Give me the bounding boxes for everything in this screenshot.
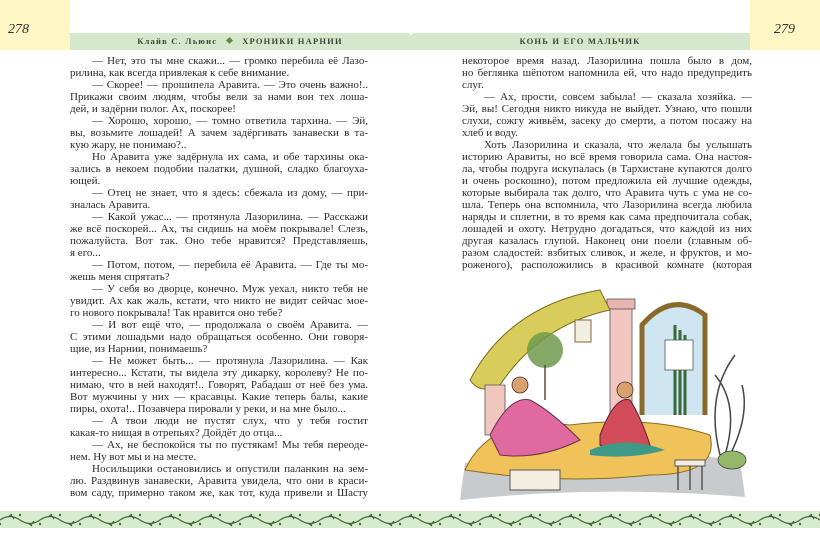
decorative-vine-border xyxy=(0,511,820,528)
text-line: рилина, как всегда привлекая к себе внимание. xyxy=(70,67,290,79)
text-line: вы, возьмите лошадей! А зачем задёргивать занавески в та- xyxy=(70,127,368,139)
text-line: которые выбирала так долго, что Аравита чуть с ума не со- xyxy=(462,187,752,199)
text-line: — Ах, прости, совсем забыла! — сказала хозяйка. — xyxy=(484,91,752,103)
text-line: нимаю, что в ней находят!.. Говорят, Рабадаш от неё без ума. xyxy=(70,379,368,391)
hanging-lantern xyxy=(575,320,591,342)
text-line: Эй, вы! Сегодня никто никуда не выйдет. Узнаю, что пошли xyxy=(462,103,752,115)
plant-pot xyxy=(718,451,746,469)
text-line: Но Аравита уже задёрнула их сама, и обе тархины ока- xyxy=(92,151,368,163)
text-line: кую жару, не понимаю?.. xyxy=(70,139,187,151)
running-head-author: Клайв С. Льюис xyxy=(137,36,218,46)
text-line: — У себя во дворце, конечно. Муж уехал, никто тебя не xyxy=(92,283,368,295)
text-line: Хоть Лазорилина и сказала, что желала бы услышать xyxy=(484,139,752,151)
text-line: Прикажи своим людям, чтобы вели за нами вон тех лоша- xyxy=(70,91,368,103)
text-line: — Нет, это ты мне скажи... — громко перебила её Лазо- xyxy=(92,55,368,67)
text-line: роженого), расположились в красивой комнате (которая xyxy=(462,259,752,271)
text-line: увидит. Ах как жаль, кстати, что никто не видит сейчас мое- xyxy=(70,295,368,307)
tree xyxy=(527,332,563,368)
text-line: какая-то нищая в отрепьях? Дойдёт до отца... xyxy=(70,427,283,439)
text-line: зались в некоем подобии палатки, душной, сладко благоуха- xyxy=(70,163,368,175)
text-line: лю. Раздвинув занавески, Аравита увидела, что они в краси- xyxy=(70,475,368,487)
text-line: вом саду, примерно таком же, как тот, куда привели и Шасту xyxy=(70,487,368,499)
text-line: — Не может быть... — протянула Лазорилина. — Как xyxy=(92,355,368,367)
left-page-number: 278 xyxy=(8,22,29,37)
text-line: — И вот ещё что, — продолжала о своём Аравита. — xyxy=(92,319,368,331)
text-line: но беглянка шёпотом напомнила ей, что надо предупредить xyxy=(462,67,752,79)
right-page-number-box xyxy=(750,0,820,50)
text-line: — Какой ужас... — протянула Лазорилина. — Расскажи xyxy=(92,211,368,223)
text-line: дей, и задёрни полог. Ах, поскорее! xyxy=(70,103,236,115)
text-line: — Потом, потом, — перебила её Аравита. — Где ты мо- xyxy=(92,259,368,271)
text-line: и очень роскошно), потом предложила ей лучшие одежды, xyxy=(462,175,752,187)
text-line: историю Аравиты, но всё время говорила сама. Она настоя- xyxy=(462,151,752,163)
text-line: — А твои люди не пустят слух, что у тебя гостит xyxy=(92,415,368,427)
text-line: интересно... Кстати, ты видела эту дикарку, королеву? Не по- xyxy=(70,367,368,379)
text-line: Вот мужчины у них — красавцы. Какие теперь балы, какие xyxy=(70,391,368,403)
text-line: пожалуйста. Вот так. Оно тебе нравится? Представляешь, xyxy=(70,235,368,247)
text-line: жешь меня спрятать? xyxy=(70,271,170,283)
left-page-number-box xyxy=(0,0,70,50)
text-line: шла. Теперь она вспомнила, что Лазорилина всегда любила xyxy=(462,199,752,211)
text-line: Носильщики остановились и опустили паланкин на зем- xyxy=(92,463,368,475)
text-line: я его... xyxy=(70,247,101,259)
text-line: некоторое время назад. Лазорилина пошла было в дом, xyxy=(462,55,752,67)
right-running-head xyxy=(410,33,750,50)
text-line: — Отец не знает, что я здесь: сбежала из дому, — при- xyxy=(92,187,368,199)
running-head-title: КОНЬ И ЕГО МАЛЬЧИК xyxy=(519,36,641,46)
text-line: пиры, охота!.. Позавчера пировали у реки, и на мне было... xyxy=(70,403,346,415)
text-line: нем. Ну вот мы и на месте. xyxy=(70,451,197,463)
text-line: — Хорошо, хорошо, — томно ответила тархина. — Эй, xyxy=(92,115,368,127)
text-line: лошадей и охоту. Нетрудно догадаться, что каждой из них xyxy=(462,223,752,235)
left-running-head xyxy=(70,33,410,50)
text-line: другая казалась глупой. Наконец они поели (главным об- xyxy=(462,235,752,247)
right-page-text xyxy=(462,55,752,271)
text-line: же всё поскорей... Ах, ты сидишь на моём покрывале! Слезь, xyxy=(70,223,368,235)
right-page-number: 279 xyxy=(774,22,795,37)
text-line: го нового покрывала! Так нравится оно тебе? xyxy=(70,307,283,319)
text-line: разом сладостей: взбитых сливок, и желе, и фруктов, и мо- xyxy=(462,247,752,259)
pillar xyxy=(610,305,632,415)
left-page-text xyxy=(70,55,368,499)
side-table xyxy=(675,460,705,466)
text-line: С этими лошадьми надо обращаться особенно. Они говоря- xyxy=(70,331,368,343)
text-line: хлеб и воду. xyxy=(462,127,518,139)
illustration-two-women-reclining xyxy=(450,285,750,505)
text-line: щие, из Нарнии, понимаешь? xyxy=(70,343,208,355)
text-line: ла, чтобы подруга искупалась (в Тархистане купаются долго xyxy=(462,163,752,175)
text-line: — Скорее! — прошипела Аравита. — Это очень важно!.. xyxy=(92,79,368,91)
text-line: зналась Аравита. xyxy=(70,199,151,211)
low-table xyxy=(510,470,560,490)
text-line: слухи, сожгу живьём, засеку до смерти, а потом посажу на xyxy=(462,115,752,127)
diamond-separator-icon xyxy=(226,37,233,44)
plant xyxy=(715,355,744,455)
text-line: ющей. xyxy=(70,175,101,187)
text-line: наряды и сплетни, в то время как сама предпочитала собак, xyxy=(462,211,752,223)
text-line: — Ах, не беспокойся ты по пустякам! Мы тебя переоде- xyxy=(92,439,368,451)
text-line: слуг. xyxy=(462,79,484,91)
running-head-series: ХРОНИКИ НАРНИИ xyxy=(242,36,343,46)
